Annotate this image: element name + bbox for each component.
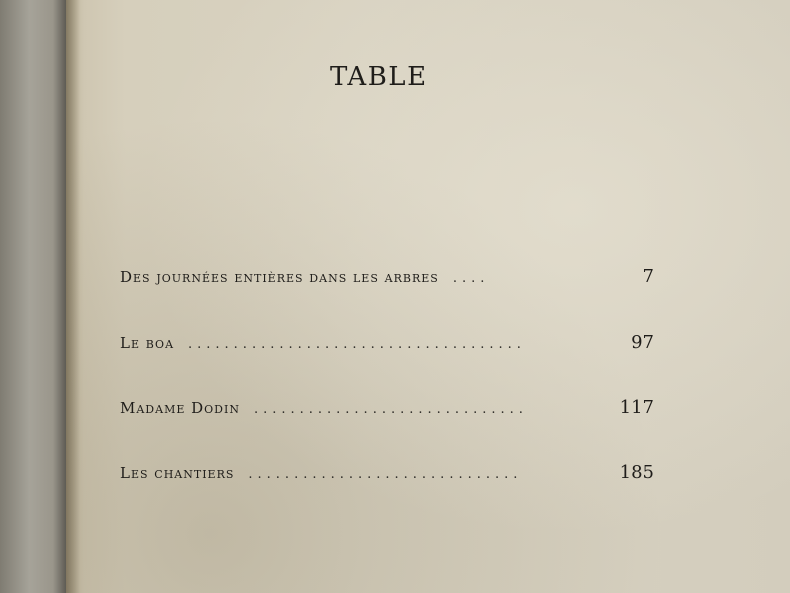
toc-entry bbox=[120, 332, 654, 358]
page-title: TABLE bbox=[330, 62, 428, 92]
toc-leader-dots: ..................................... bbox=[188, 337, 526, 352]
toc-page-number: 185 bbox=[619, 462, 654, 483]
toc-entry-title: Madame Dodin bbox=[120, 399, 240, 417]
toc-entry bbox=[120, 462, 654, 488]
book-page bbox=[66, 0, 790, 593]
toc-page-number: 7 bbox=[642, 266, 654, 287]
toc-page-number: 117 bbox=[619, 397, 654, 418]
toc-entry-title: Les chantiers bbox=[120, 464, 235, 482]
toc-entry bbox=[120, 266, 654, 292]
toc-page-number: 97 bbox=[631, 332, 654, 353]
gutter-shadow bbox=[66, 0, 80, 593]
toc-leader-dots: .............................. bbox=[248, 467, 523, 482]
toc-entry bbox=[120, 397, 654, 423]
toc-leader-dots: .............................. bbox=[253, 402, 528, 417]
toc-entry-title: Le boa bbox=[120, 334, 175, 352]
toc-entry-title: Des journées entières dans les arbres bbox=[120, 268, 439, 286]
toc-leader-dots: .... bbox=[452, 271, 490, 286]
left-page-edge bbox=[0, 0, 66, 593]
